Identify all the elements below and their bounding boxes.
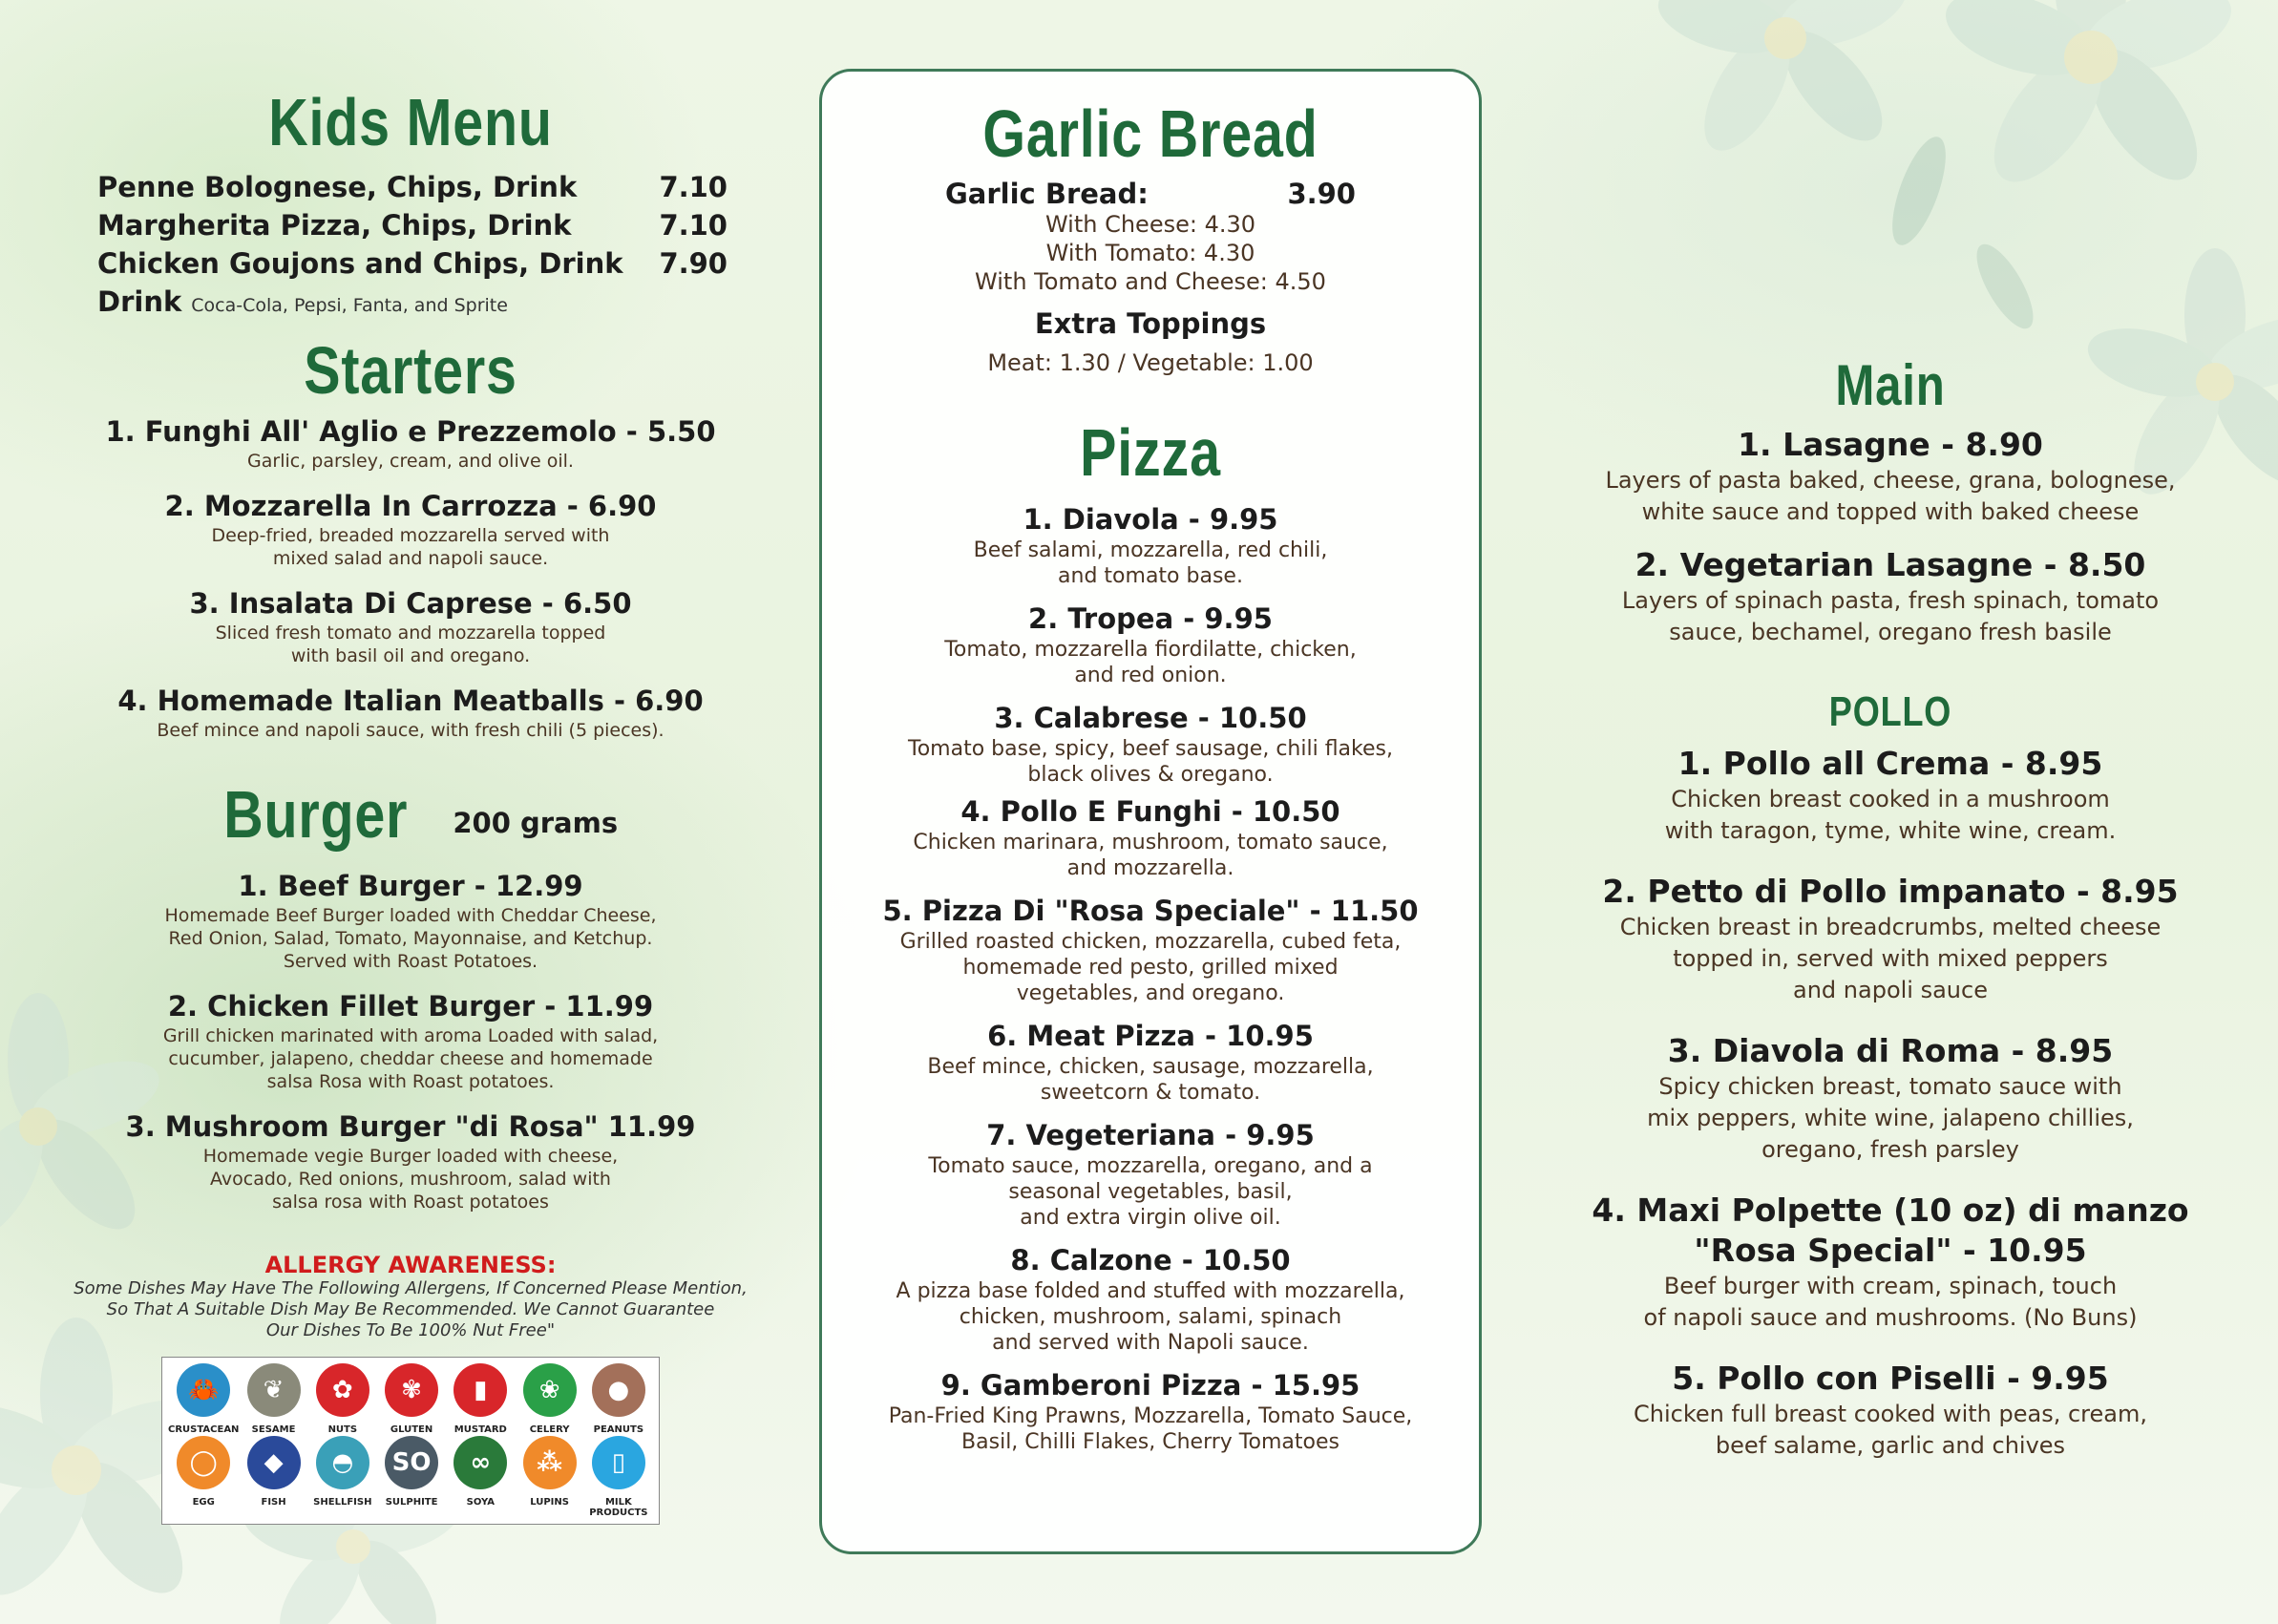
sesame-icon: ❦ [247,1363,301,1417]
menu-item-description: Spicy chicken breast, tomato sauce with [1658,1073,2122,1101]
menu-item-description: chicken, mushroom, salami, spinach [959,1305,1342,1329]
menu-item-description: Avocado, Red onions, mushroom, salad with [210,1168,611,1190]
menu-item [821,1018,1480,1106]
kids-item [97,206,728,244]
main-list [1566,425,2215,648]
kids-menu-title: Kids Menu [268,85,553,159]
menu-item [1566,1359,2215,1462]
kids-item-name: Margherita Pizza, Chips, Drink [97,208,572,242]
garlic-bread-option: With Tomato: 4.30 [1045,239,1255,266]
menu-item-description: white sauce and topped with baked cheese [1641,498,2140,525]
kids-item-name: Penne Bolognese, Chips, Drink [97,170,578,203]
kids-item-price: 7.90 [659,246,728,280]
allergen-item [377,1436,446,1518]
menu-item [821,601,1480,688]
menu-item-description: salsa rosa with Roast potatoes [272,1191,549,1213]
menu-item-description: of napoli sauce and mushrooms. (No Buns) [1643,1304,2138,1332]
menu-item [48,413,773,473]
menu-item-title: 2. Petto di Pollo impanato - 8.95 [1602,873,2179,911]
menu-item [821,1367,1480,1455]
allergen-label: PEANUTS [593,1424,644,1435]
burger-list [48,868,773,1213]
menu-item [48,585,773,667]
extra-toppings-values: Meat: 1.30 / Vegetable: 1.00 [987,348,1314,376]
middle-column [821,0,1480,1455]
allergen-item [168,1363,239,1436]
menu-item-description: Beef burger with cream, spinach, touch [1663,1273,2118,1300]
menu-item-description: Chicken breast cooked in a mushroom [1671,786,2110,813]
menu-item-title: 1. Funghi All' Aglio e Prezzemolo - 5.50 [105,415,716,448]
menu-item-description: Tomato sauce, mozzarella, oregano, and a [928,1154,1373,1178]
menu-item-description: beef salame, garlic and chives [1715,1432,2066,1460]
menu-item-title: 5. Pollo con Piselli - 9.95 [1672,1360,2109,1398]
menu-item-title: 3. Diavola di Roma - 8.95 [1667,1032,2114,1070]
allergen-label: NUTS [327,1424,358,1435]
lupins-icon: ⁂ [523,1436,577,1489]
allergen-item [584,1436,653,1518]
menu-item [1566,744,2215,847]
allergen-label: MILK PRODUCTS [589,1496,648,1518]
kids-item-price: 7.10 [659,208,728,242]
allergen-item [515,1436,583,1518]
menu-item [1566,872,2215,1006]
kids-item [97,168,728,206]
menu-item [48,868,773,973]
menu-item-description: salsa Rosa with Roast potatoes. [266,1070,555,1092]
starters-list [48,413,773,742]
garlic-bread-main-row [945,178,1356,210]
menu-item-description: mixed salad and napoli sauce. [272,548,549,569]
burger-weight-note: 200 grams [453,806,619,839]
allergen-item [168,1436,239,1518]
menu-item-title: 6. Meat Pizza - 10.95 [987,1020,1314,1052]
pizza-title: Pizza [1080,414,1221,490]
menu-item-description: mix peppers, white wine, jalapeno chillies, [1647,1105,2134,1132]
allergen-item [308,1363,377,1436]
kids-menu-list [97,168,728,325]
allergen-item [377,1363,446,1436]
menu-item [48,488,773,570]
menu-item [821,793,1480,881]
pizza-list [821,501,1480,1455]
menu-item-description: Grill chicken marinated with aroma Loaded with salad, [162,1024,659,1046]
menu-item [821,501,1480,589]
menu-item-title: 2. Tropea - 9.95 [1028,602,1273,635]
allergen-item [239,1363,307,1436]
allergy-note-line: Our Dishes To Be 100% Nut Free" [265,1319,556,1340]
menu-item-title: 1. Lasagne - 8.90 [1738,426,2043,463]
menu-item-title: 1. Beef Burger - 12.99 [238,869,583,902]
allergen-item [308,1436,377,1518]
allergen-item [515,1363,583,1436]
allergen-label: SHELLFISH [313,1496,372,1508]
menu-item-title: 2. Chicken Fillet Burger - 11.99 [167,989,654,1023]
menu-item-description: with taragon, tyme, white wine, cream. [1664,817,2117,845]
sulphite-icon: SO [385,1436,438,1489]
menu-item-description: homemade red pesto, grilled mixed [962,956,1339,980]
menu-item-description: Garlic, parsley, cream, and olive oil. [247,451,574,472]
menu-item-description: Beef mince, chicken, sausage, mozzarella, [927,1055,1374,1079]
menu-item-description: cucumber, jalapeno, cheddar cheese and homemade [168,1047,653,1069]
kids-drink-options: Coca-Cola, Pepsi, Fanta, and Sprite [191,294,508,316]
kids-item [97,244,728,283]
menu-item-description: with basil oil and oregano. [290,645,531,666]
allergen-item [446,1363,515,1436]
menu-item-description: topped in, served with mixed peppers [1673,945,2108,973]
garlic-bread-option: With Cheese: 4.30 [1044,210,1256,238]
menu-item-description: sweetcorn & tomato. [1040,1081,1261,1105]
menu-item-description: Tomato base, spicy, beef sausage, chili flakes, [908,737,1393,761]
allergen-label: LUPINS [530,1496,569,1508]
celery-icon: ❀ [523,1363,577,1417]
menu-item [821,893,1480,1006]
menu-item-description: oregano, fresh parsley [1761,1136,2019,1164]
menu-item [821,1242,1480,1356]
garlic-bread-option: With Tomato and Cheese: 4.50 [975,267,1326,295]
menu-item-description: and served with Napoli sauce. [992,1331,1309,1355]
menu-item-description: and tomato base. [1058,564,1243,588]
menu-item [1566,425,2215,528]
egg-icon: ◯ [177,1436,230,1489]
allergen-label: FISH [261,1496,286,1508]
menu-item-title: 8. Calzone - 10.50 [1010,1244,1291,1276]
allergen-item [446,1436,515,1518]
menu-item-description: Pan-Fried King Prawns, Mozzarella, Tomato Sauce, [888,1404,1413,1428]
kids-drink-label: Drink [97,285,182,318]
fish-icon: ◆ [247,1436,301,1489]
menu-item-title: 4. Homemade Italian Meatballs - 6.90 [117,685,704,717]
allergy-title: ALLERGY AWARENESS: [264,1251,557,1278]
menu-item [821,700,1480,788]
menu-item-description: vegetables, and oregano. [1016,981,1285,1005]
pollo-title: POLLO [1828,688,1952,735]
main-title: Main [1835,353,1946,417]
menu-item-description: sauce, bechamel, oregano fresh basile [1669,619,2112,645]
menu-item-description: Layers of pasta baked, cheese, grana, bolognese, [1605,467,2176,494]
menu-item [48,1108,773,1213]
left-column [48,0,773,1525]
menu-item-title: 1. Pollo all Crema - 8.95 [1677,745,2103,783]
menu-item [1566,1031,2215,1166]
kids-item-price: 7.10 [659,170,728,203]
menu-item-description: Sliced fresh tomato and mozzarella topped [215,622,606,643]
menu-item-description: Chicken breast in breadcrumbs, melted cheese [1619,914,2162,941]
shellfish-icon: ◓ [316,1436,369,1489]
allergen-label: CRUSTACEAN [168,1424,240,1435]
allergen-label: MUSTARD [453,1424,507,1435]
allergy-note [48,1278,773,1341]
menu-item-description: Deep-fried, breaded mozzarella served with [211,525,610,546]
menu-item-title: 3. Calabrese - 10.50 [994,702,1307,734]
menu-item-description: and red onion. [1074,664,1227,687]
menu-item-description: Homemade vegie Burger loaded with cheese, [202,1145,619,1167]
burger-title: Burger [223,777,409,852]
garlic-bread-title: Garlic Bread [982,96,1318,171]
menu-item-description: Chicken marinara, mushroom, tomato sauce, [913,831,1388,854]
menu-item-title: 5. Pizza Di "Rosa Speciale" - 11.50 [882,895,1419,927]
menu-item-title: 9. Gamberoni Pizza - 15.95 [940,1369,1360,1402]
menu-item-title: 2. Mozzarella In Carrozza - 6.90 [164,490,657,522]
allergen-label: GLUTEN [390,1424,433,1435]
burger-header [48,777,773,852]
allergen-label: SULPHITE [385,1496,438,1508]
right-column [1566,0,2215,1462]
menu-item-title: 2. Vegetarian Lasagne - 8.50 [1635,546,2146,583]
menu-item-title: 3. Insalata Di Caprese - 6.50 [189,587,632,620]
extra-toppings-title: Extra Toppings [1034,306,1267,340]
menu-item-description: Red Onion, Salad, Tomato, Mayonnaise, and Ketchup. [168,927,653,949]
soya-icon: ∞ [453,1436,507,1489]
menu-item-description: and extra virgin olive oil. [1020,1206,1281,1230]
menu-item-description: Homemade Beef Burger loaded with Cheddar Cheese, [164,904,657,926]
menu-item-description: and mozzarella. [1066,856,1234,880]
pollo-list [1566,744,2215,1462]
starters-title: Starters [304,332,517,408]
allergen-icons-panel [161,1357,660,1525]
allergen-item [584,1363,653,1436]
wheat-icon: ✾ [385,1363,438,1417]
menu-item [1566,545,2215,648]
menu-item-description: Beef mince and napoli sauce, with fresh chili (5 pieces). [157,720,664,741]
kids-drink-row [97,283,728,325]
mustard-icon: ▮ [453,1363,507,1417]
menu-item-description: Chicken full breast cooked with peas, cream, [1634,1401,2147,1428]
menu-item [1566,1191,2215,1334]
allergen-label: CELERY [529,1424,570,1435]
menu-item-description: Basil, Chilli Flakes, Cherry Tomatoes [961,1430,1339,1454]
allergen-item [239,1436,307,1518]
garlic-bread-label: Garlic Bread: [945,177,1149,210]
menu-item-description: black olives & oregano. [1027,763,1274,787]
menu-item-description: Served with Roast Potatoes. [283,950,538,972]
menu-item-description: seasonal vegetables, basil, [1008,1180,1293,1204]
menu-item [821,1117,1480,1231]
menu-item-description: Beef salami, mozzarella, red chili, [973,538,1328,562]
allergen-label: EGG [192,1496,215,1508]
menu-item-description: Tomato, mozzarella fiordilatte, chicken, [944,638,1357,662]
allergy-note-line: So That A Suitable Dish May Be Recommended. We Cannot Guarantee [106,1298,715,1319]
menu-item [48,988,773,1093]
allergen-label: SESAME [251,1424,296,1435]
allergy-note-line: Some Dishes May Have The Following Allergens, If Concerned Please Mention, [74,1277,748,1298]
menu-item [48,683,773,742]
menu-item-title: 7. Vegeteriana - 9.95 [986,1119,1315,1151]
kids-item-name: Chicken Goujons and Chips, Drink [97,246,623,280]
menu-item-title: 1. Diavola - 9.95 [1023,503,1278,536]
peanut-icon: ● [592,1363,645,1417]
menu-item-title: 3. Mushroom Burger "di Rosa" 11.99 [125,1109,696,1143]
garlic-bread-price: 3.90 [1287,177,1356,210]
nut-icon: ✿ [316,1363,369,1417]
milk-icon: ▯ [592,1436,645,1489]
crab-icon: 🦀 [177,1363,230,1417]
menu-item-description: Grilled roasted chicken, mozzarella, cubed feta, [899,930,1402,954]
menu-item-description: Layers of spinach pasta, fresh spinach, tomato [1621,587,2160,614]
menu-item-description: and napoli sauce [1793,977,1988,1004]
menu-item-title: 4. Pollo E Funghi - 10.50 [960,795,1340,828]
menu-item-description: A pizza base folded and stuffed with mozzarella, [896,1279,1405,1303]
allergen-label: SOYA [466,1496,496,1508]
menu-item-title: 4. Maxi Polpette (10 oz) di manzo "Rosa Special" - 10.95 [1592,1192,2189,1270]
